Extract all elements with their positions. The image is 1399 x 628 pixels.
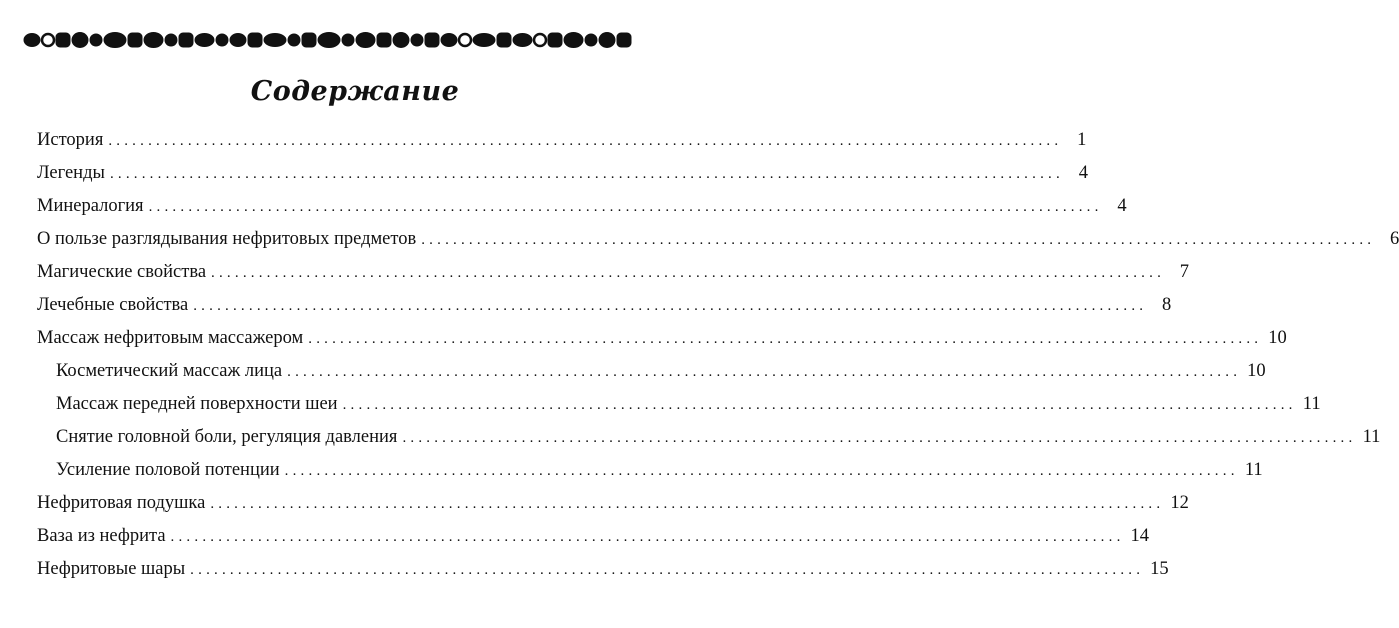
bead-icon [230, 34, 246, 47]
bead-icon [564, 33, 583, 48]
bead-icon [548, 33, 562, 47]
toc-entry-label: Магические свойства [37, 262, 207, 282]
bead-icon [318, 33, 340, 48]
dot-leader: ........................................................................................................................ [210, 496, 1165, 512]
toc-entry-label: История [37, 130, 104, 150]
bead-chain-icon [24, 33, 631, 48]
bead-icon [473, 34, 495, 47]
bead-icon [377, 33, 391, 47]
toc-entry-page: 6 [1389, 229, 1399, 249]
toc-entry-label: Усиление половой потенции [56, 460, 280, 480]
dot-leader: ........................................................................................................................ [211, 265, 1166, 281]
toc-subentry[interactable] [56, 458, 1263, 482]
bead-icon [195, 34, 214, 47]
toc-entry-label: Нефритовая подушка [37, 493, 206, 513]
toc-entry-page: 14 [1130, 526, 1150, 546]
bead-icon [356, 33, 375, 48]
toc-entry-page: 11 [1362, 427, 1381, 447]
bead-icon [104, 33, 126, 48]
bead-icon [302, 33, 316, 47]
toc-entry-page: 7 [1179, 262, 1190, 282]
toc-title: Содержание [250, 76, 460, 107]
toc-entry-label: Нефритовые шары [37, 559, 186, 579]
bead-icon [179, 33, 193, 47]
dot-leader: ........................................................................................................................ [287, 364, 1242, 380]
bead-icon [497, 33, 511, 47]
bead-icon [425, 33, 439, 47]
bead-icon [24, 34, 40, 47]
toc-entry[interactable] [37, 227, 1399, 251]
toc-subentry[interactable] [56, 392, 1321, 416]
toc-entry-page: 12 [1170, 493, 1189, 513]
bead-icon [585, 34, 597, 46]
bead-icon [128, 33, 142, 47]
bead-icon [513, 34, 532, 47]
dot-leader: ........................................................................................................................ [108, 133, 1063, 149]
toc-entry-label: Минералогия [37, 196, 144, 216]
bead-icon [459, 34, 471, 46]
bead-icon [393, 33, 409, 48]
bead-icon [617, 33, 631, 47]
toc-entry-label: Легенды [37, 163, 105, 183]
toc-entry[interactable] [37, 194, 1127, 218]
toc-entry[interactable] [37, 557, 1169, 581]
toc-entry-page: 4 [1078, 163, 1088, 183]
bead-icon [441, 34, 457, 47]
dot-leader: ........................................................................................................................ [109, 166, 1064, 182]
bead-icon [72, 33, 88, 48]
bead-icon [534, 34, 546, 46]
toc-entry-page: 15 [1150, 559, 1169, 579]
bead-icon [144, 33, 163, 48]
toc-entry-page: 10 [1268, 328, 1287, 348]
toc-entry-page: 11 [1244, 460, 1263, 480]
toc-entry[interactable] [37, 293, 1172, 317]
toc-entry-page: 11 [1302, 394, 1321, 414]
bead-icon [411, 34, 423, 46]
toc-entry[interactable] [37, 491, 1189, 515]
bead-icon [288, 34, 300, 46]
toc-entry-label: Массаж нефритовым массажером [37, 328, 304, 348]
toc-entry-label: Косметический массаж лица [56, 361, 283, 381]
bead-icon [342, 34, 354, 46]
toc-entry-label: Снятие головной боли, регуляция давления [56, 427, 398, 447]
bead-icon [56, 33, 70, 47]
dot-leader: ........................................................................................................................ [170, 529, 1125, 545]
toc-entry[interactable] [37, 161, 1088, 185]
bead-icon [42, 34, 54, 46]
bead-icon [90, 34, 102, 46]
dot-leader: ........................................................................................................................ [421, 232, 1376, 248]
dot-leader: ........................................................................................................................ [402, 430, 1357, 446]
bead-icon [264, 34, 286, 47]
dot-leader: ........................................................................................................................ [193, 298, 1148, 314]
decorative-bead-border [18, 28, 638, 52]
toc-entry-label: Ваза из нефрита [37, 526, 166, 546]
dot-leader: ........................................................................................................................ [284, 463, 1239, 479]
toc-entry-page: 10 [1247, 361, 1266, 381]
toc-entry-page: 8 [1161, 295, 1172, 315]
bead-icon [599, 33, 615, 48]
toc-entry-label: О пользе разглядывания нефритовых предметов [37, 229, 417, 249]
toc-entry-label: Массаж передней поверхности шеи [56, 394, 338, 414]
dot-leader: ........................................................................................................................ [190, 562, 1145, 578]
dot-leader: ........................................................................................................................ [342, 397, 1297, 413]
toc-entry-label: Лечебные свойства [37, 295, 189, 315]
toc-entry[interactable] [37, 524, 1150, 548]
toc-entry[interactable] [37, 326, 1287, 350]
toc-entry-page: 1 [1077, 130, 1087, 150]
dot-leader: ........................................................................................................................ [148, 199, 1103, 215]
toc-entry[interactable] [37, 260, 1190, 284]
toc-subentry[interactable] [56, 425, 1381, 449]
toc-entry[interactable] [37, 128, 1087, 152]
bead-icon [165, 34, 177, 46]
bead-icon [216, 34, 228, 46]
dot-leader: ........................................................................................................................ [308, 331, 1263, 347]
bead-icon [248, 33, 262, 47]
toc-entry-page: 4 [1117, 196, 1127, 216]
toc-subentry[interactable] [56, 359, 1266, 383]
